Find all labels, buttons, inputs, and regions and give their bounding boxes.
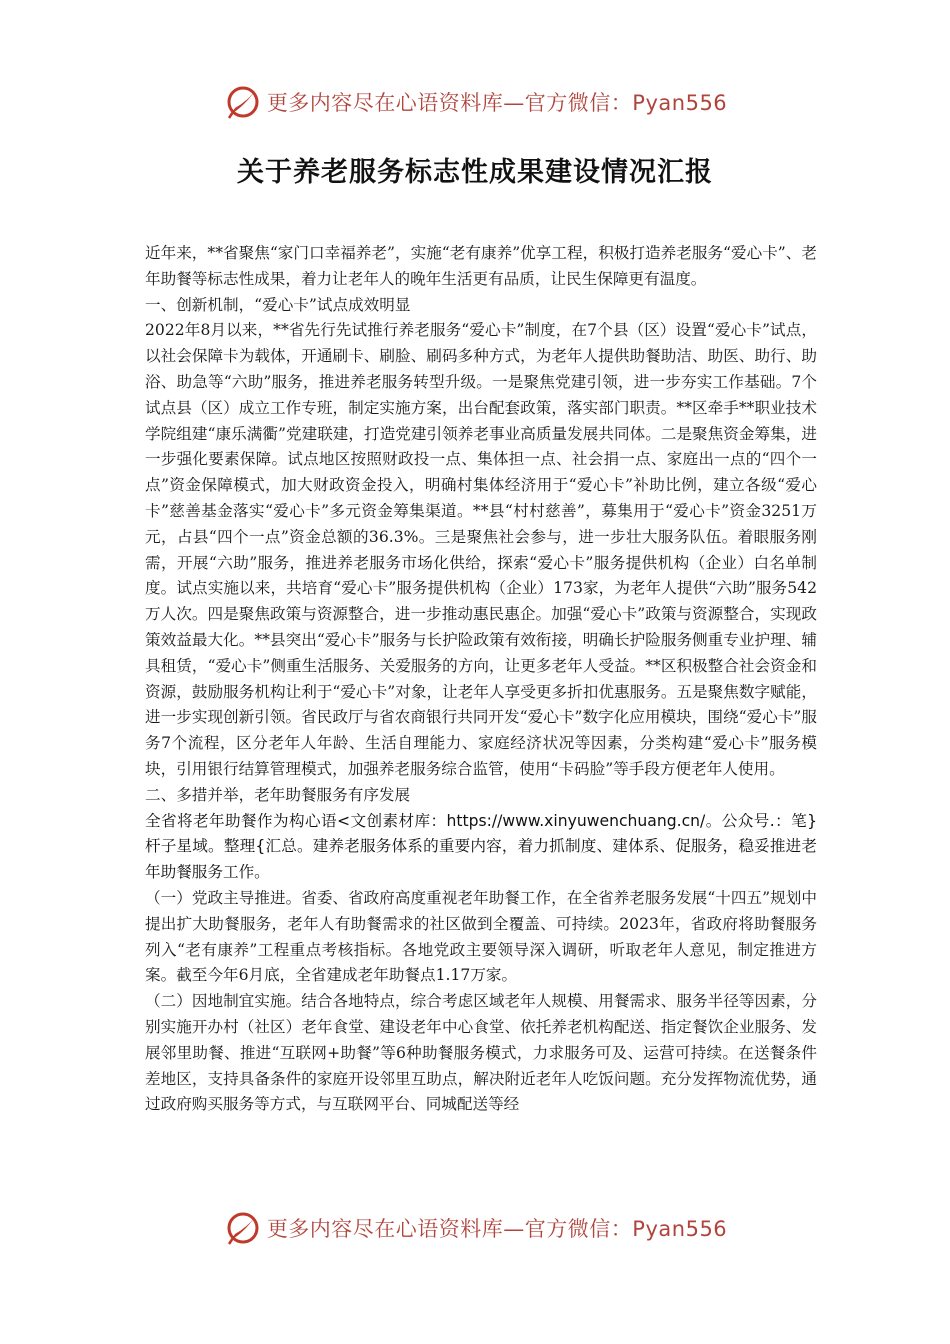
banner-text: 更多内容尽在心语资料库—官方微信：Pyan556 xyxy=(266,1217,728,1241)
paragraph: （一）党政主导推进。省委、省政府高度重视老年助餐工作，在全省养老服务发展“十四五”规划中提出扩大助餐服务，老年人有助餐需求的社区做到全覆盖、可持续。2023年，省政府将助餐服务列入“老有康养”工程重点考核指标。各地党政主要领导深入调研，听取老年人意见，制定推进方案。截至今年6月底，全省建成老年助餐点1.17万家。 xyxy=(145,888,817,985)
bottom-banner xyxy=(0,1206,950,1250)
top-banner xyxy=(0,80,950,124)
banner-text: 更多内容尽在心语资料库—官方微信：Pyan556 xyxy=(266,91,728,115)
paragraph: 2022年8月以来，**省先行先试推行养老服务“爱心卡”制度，在7个县（区）设置“爱心卡”试点，以社会保障卡为载体，开通刷卡、刷脸、刷码多种方式，为老年人提供助餐助洁、助医、助行、助浴、助急等“六助”服务，推进养老服务转型升级。一是聚焦党建引领，进一步夯实工作基础。7个试点县（区）成立工作专班，制定实施方案，出台配套政策，落实部门职责。**区牵手**职业技术学院组建“康乐满衢”党建联建，打造党建引领养老事业高质量发展共同体。二是聚焦资金筹集，进一步强化要素保障。试点地区按照财政投一点、集体担一点、社会捐一点、家庭出一点的“四个一点”资金保障模式，加大财政资金投入，明确村集体经济用于“爱心卡”补助比例，建立各级“爱心卡”慈善基金落实“爱心卡”多元资金筹集渠道。**县“村村慈善”，募集用于“爱心卡”资金3251万元，占县“四个一点”资金总额的36.3%。三是聚焦社会参与，进一步壮大服务队伍。着眼服务刚需，开展“六助”服务，推进养老服务市场化供给，探索“爱心卡”服务提供机构（企业）白名单制度。试点实施以来，共培育“爱心卡”服务提供机构（企业）173家，为老年人提供“六助”服务542万人次。四是聚焦政策与资源整合，进一步推动惠民惠企。加强“爱心卡”政策与资源整合，实现政策效益最大化。**县突出“爱心卡”服务与长护险政策有效衔接，明确长护险服务侧重专业护理、辅具租赁，“爱心卡”侧重生活服务、关爱服务的方向，让更多老年人受益。**区积极整合社会资金和资源，鼓励服务机构让利于“爱心卡”对象，让老年人享受更多折扣优惠服务。五是聚焦数字赋能，进一步实现创新引领。省民政厅与省农商银行共同开发“爱心卡”数字化应用模块，围绕“爱心卡”服务7个流程，区分老年人年龄、生活自理能力、家庭经济状况等因素，分类构建“爱心卡”服务模块，引用银行结算管理模式，加强养老服务综合监管，使用“卡码脸”等手段方便老年人使用。 xyxy=(145,321,817,778)
feather-logo-icon xyxy=(223,1208,263,1248)
section-heading: 一、创新机制，“爱心卡”试点成效明显 xyxy=(145,295,411,314)
document-body xyxy=(145,241,817,1118)
inserted-notice-paragraph: 全省将老年助餐作为构心语<文创素材库：https://www.xinyuwenchuang.cn/。公众号.：笔}杆子星域。整理{汇总。建养老服务体系的重要内容，着力抓制度、建体系、促服务，稳妥推进老年助餐服务工作。 xyxy=(145,811,817,882)
section-heading: 二、多措并举，老年助餐服务有序发展 xyxy=(145,785,411,804)
paragraph: 近年来，**省聚焦“家门口幸福养老”，实施“老有康养”优享工程，积极打造养老服务“爱心卡”、老年助餐等标志性成果，着力让老年人的晚年生活更有品质，让民生保障更有温度。 xyxy=(145,244,817,288)
document-title: 关于养老服务标志性成果建设情况汇报 xyxy=(237,157,713,188)
paragraph: （二）因地制宜实施。结合各地特点，综合考虑区域老年人规模、用餐需求、服务半径等因素，分别实施开办村（社区）老年食堂、建设老年中心食堂、依托养老机构配送、指定餐饮企业服务、发展邻里助餐、推进“互联网+助餐”等6种助餐服务模式，力求服务可及、运营可持续。在送餐条件差地区，支持具备条件的家庭开设邻里互助点，解决附近老年人吃饭问题。充分发挥物流优势，通过政府购买服务等方式，与互联网平台、同城配送等经 xyxy=(145,992,817,1114)
feather-logo-icon xyxy=(223,82,263,122)
